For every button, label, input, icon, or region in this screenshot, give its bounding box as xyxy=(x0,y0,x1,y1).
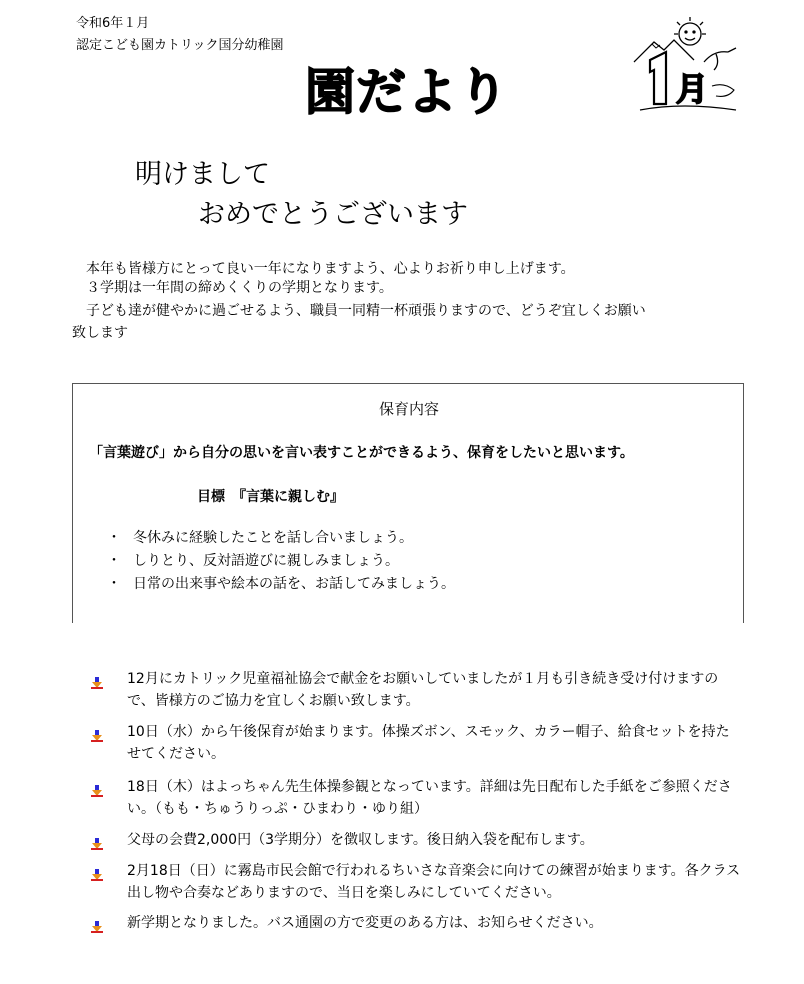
bullet-dot-icon: ・ xyxy=(107,576,121,592)
greeting-line-1: 明けまして xyxy=(135,159,270,190)
month-badge-label: 月 xyxy=(676,70,709,108)
notice-text: 父母の会費2,000円（3学期分）を徴収します。後日納入袋を配布します。 xyxy=(127,832,594,848)
care-item xyxy=(107,550,399,570)
intro-paragraph-line: 子ども達が健やかに過ごせるよう、職員一同精一杯頑張りますので、どうぞ宜しくお願い xyxy=(72,303,646,319)
arrow-bullet-icon xyxy=(91,721,127,749)
care-item xyxy=(107,573,455,593)
newsletter-date: 令和6年１月 xyxy=(76,16,150,31)
school-name: 認定こども園カトリック国分幼稚園 xyxy=(76,38,284,53)
notice-text: 18日（木）はよっちゃん先生体操参観となっています。詳細は先日配布した手紙をご参照ください。（もも・ちゅうりっぷ・ひまわり・ゆり組） xyxy=(127,779,732,817)
sun-icon xyxy=(674,17,706,45)
greeting-line-2: おめでとうございます xyxy=(198,199,468,230)
care-content-title: 保育内容 xyxy=(378,400,439,418)
bullet-dot-icon: ・ xyxy=(107,553,121,569)
care-item-text: 冬休みに経験したことを話し合いましょう。 xyxy=(133,530,413,546)
care-content-lead: 「言葉遊び」から自分の思いを言い表すことができるよう、保育をしたいと思います。 xyxy=(89,445,634,461)
arrow-bullet-icon xyxy=(91,912,127,940)
notice-text: 12月にカトリック児童福祉協会で献金をお願いしていましたが１月も引き続き受け付けますので、皆様方のご協力を宜しくお願い致します。 xyxy=(127,671,719,709)
notice-item xyxy=(91,721,741,765)
arrow-bullet-icon xyxy=(91,829,127,857)
notice-item xyxy=(91,668,741,712)
arrow-bullet-icon xyxy=(91,668,127,696)
notice-item xyxy=(91,829,741,857)
notice-text: 10日（水）から午後保育が始まります。体操ズボン、スモック、カラー帽子、給食セットを持たせてください。 xyxy=(127,724,730,762)
notice-item xyxy=(91,860,741,904)
notice-text: 新学期となりました。バス通園の方で変更のある方は、お知らせください。 xyxy=(127,915,603,931)
newsletter-title: 園だより xyxy=(305,63,509,121)
notice-text: 2月18日（日）に霧島市民会館で行われるちいさな音楽会に向けての練習が始まります。各クラス出し物や合奏などありますので、当日を楽しみにしていてください。 xyxy=(127,863,741,901)
number-one-icon xyxy=(650,52,666,104)
january-illustration xyxy=(632,12,742,117)
arrow-bullet-icon xyxy=(91,860,127,888)
notice-item xyxy=(91,776,741,820)
care-item-text: 日常の出来事や絵本の話を、お話してみましょう。 xyxy=(133,576,455,592)
care-item xyxy=(107,527,413,547)
intro-paragraph-line: ３学期は一年間の締めくくりの学期となります。 xyxy=(72,280,393,296)
intro-paragraph-line: 本年も皆様方にとって良い一年になりますよう、心よりお祈り申し上げます。 xyxy=(72,261,575,277)
crane-icon xyxy=(704,48,736,70)
notice-item xyxy=(91,912,741,940)
care-goal: 目標 『言葉に親しむ』 xyxy=(197,489,344,505)
care-content-box xyxy=(72,383,744,623)
intro-paragraph-line: 致します xyxy=(72,325,128,341)
care-item-text: しりとり、反対語遊びに親しみましょう。 xyxy=(133,553,399,569)
bullet-dot-icon: ・ xyxy=(107,530,121,546)
arrow-bullet-icon xyxy=(91,776,127,804)
